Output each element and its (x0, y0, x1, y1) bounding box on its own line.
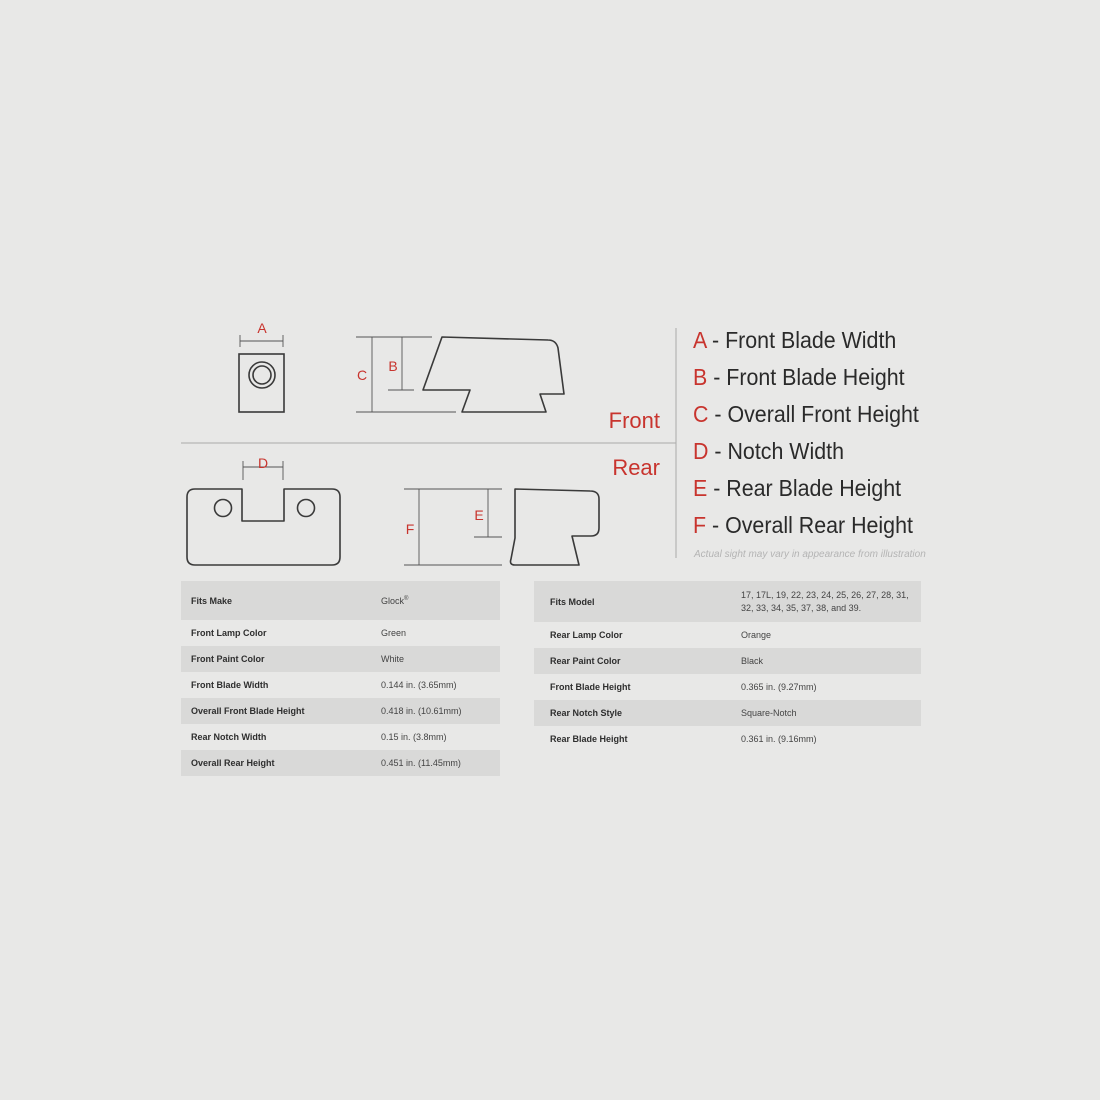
rear-sight-back-view (187, 489, 340, 565)
table-row: Rear Blade Height 0.361 in. (9.16mm) (550, 733, 817, 744)
dim-label-e: E (474, 507, 484, 523)
front-lamp-inner (253, 366, 271, 384)
legend-item-d: D - Notch Width (693, 438, 844, 464)
rear-lamp-left (215, 500, 232, 517)
dim-label-d: D (257, 455, 269, 471)
table-row: Overall Rear Height 0.451 in. (11.45mm) (181, 750, 500, 776)
legend-item-f: F - Overall Rear Height (693, 512, 913, 538)
table-row: Front Lamp Color Green (191, 627, 407, 638)
dim-label-c: C (356, 367, 368, 383)
legend-item-a: A - Front Blade Width (693, 327, 897, 353)
legend-item-e: E - Rear Blade Height (693, 475, 902, 501)
dim-label-f: F (405, 521, 415, 537)
table-row: Overall Front Blade Height 0.418 in. (10.61mm) (181, 698, 500, 724)
table-row: Front Paint Color White (181, 646, 500, 672)
dim-label-a: A (257, 320, 267, 336)
table-row: Front Blade Width 0.144 in. (3.65mm) (191, 679, 457, 690)
rear-lamp-right (298, 500, 315, 517)
rear-sight-side-view (511, 489, 600, 565)
front-sight-side-view (423, 337, 564, 412)
rear-label: Rear (612, 455, 660, 480)
front-label: Front (608, 408, 660, 433)
table-row: Rear Notch Width 0.15 in. (3.8mm) (191, 731, 447, 742)
illustration-disclaimer: Actual sight may vary in appearance from illustration (694, 549, 926, 560)
table-row: Front Blade Height 0.365 in. (9.27mm) (550, 681, 817, 692)
table-row: Fits Make Glock® (181, 581, 500, 620)
legend-item-b: B - Front Blade Height (693, 364, 905, 390)
dimension-legend (693, 322, 993, 544)
table-row: Rear Lamp Color Orange (550, 629, 772, 640)
dim-label-b: B (388, 358, 398, 374)
spec-table-left (181, 581, 500, 776)
legend-item-c: C - Overall Front Height (693, 401, 919, 427)
table-row: Rear Notch Style Square-Notch (534, 700, 921, 726)
spec-table-right (534, 581, 921, 752)
table-row: Fits Model 17, 17L, 19, 22, 23, 24, 25, 26, 27, 28, 31, 32, 33, 34, 35, 37, 38, and 39. (534, 581, 921, 622)
table-row: Rear Paint Color Black (534, 648, 921, 674)
